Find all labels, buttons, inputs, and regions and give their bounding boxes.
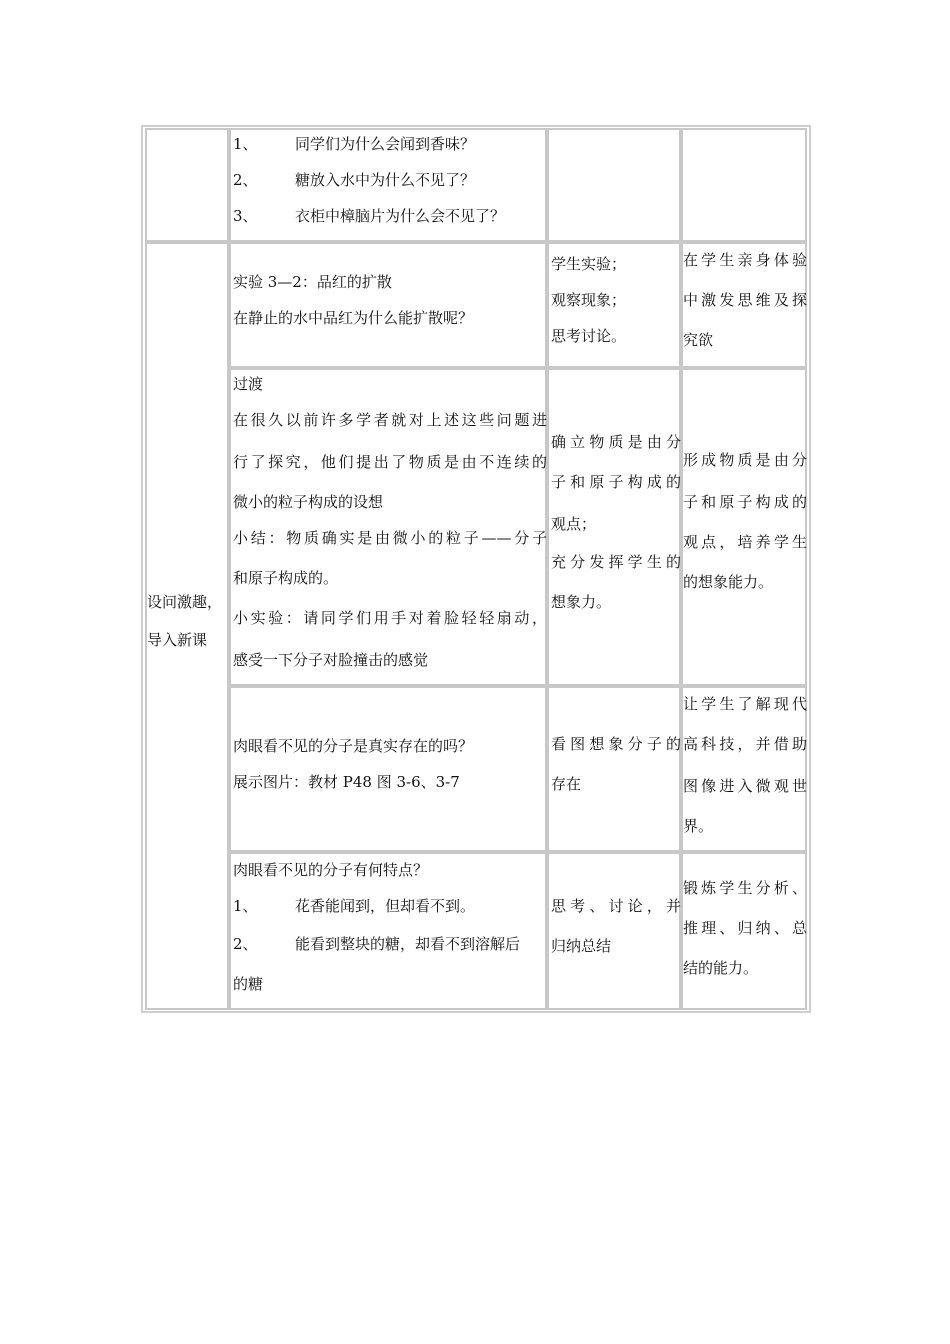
student-activity-line: 看图想象分子的 <box>551 735 681 753</box>
row3-intent-cell <box>681 368 807 686</box>
question-line-1 <box>233 134 475 154</box>
content-line: 小实验：请同学们用手对着脸轻轻扇动， <box>233 609 547 627</box>
student-activity-line: 观点； <box>551 515 597 533</box>
content-line: 和原子构成的。 <box>233 569 339 587</box>
content-line: 展示图片：教材 P48 图 3-6、3-7 <box>233 773 460 791</box>
student-activity-line: 存在 <box>551 775 582 793</box>
content-line: 的糖 <box>233 975 264 993</box>
intent-line: 在学生亲身体验 <box>683 251 807 269</box>
intent-line: 结的能力。 <box>683 959 759 977</box>
intent-line: 界。 <box>683 817 714 835</box>
student-activity-line: 子和原子构成的 <box>551 473 681 491</box>
row5-student-cell <box>547 852 681 1010</box>
student-activity-line: 确立物质是由分 <box>551 433 681 451</box>
row5-intent-cell <box>681 852 807 1010</box>
content-line: 小结：物质确实是由微小的粒子——分子 <box>233 529 547 547</box>
intent-line: 让学生了解现代 <box>683 695 807 713</box>
intent-line: 图像进入微观世 <box>683 777 807 795</box>
content-line: 在很久以前许多学者就对上述这些问题进 <box>233 411 547 429</box>
question-line-3 <box>233 206 505 226</box>
feature-text: 花香能闻到，但却看不到。 <box>295 897 476 915</box>
list-number: 2、 <box>233 171 258 189</box>
content-line: 肉眼看不见的分子是真实存在的吗？ <box>233 737 474 755</box>
feature-line-2 <box>233 934 520 954</box>
list-number: 3、 <box>233 207 258 225</box>
row4-intent-cell <box>681 686 807 852</box>
row1-content-cell <box>229 128 547 242</box>
intent-line: 形成物质是由分 <box>683 451 807 469</box>
row1-student-cell <box>547 128 681 242</box>
student-activity-line: 学生实验； <box>551 255 627 273</box>
student-activity-line: 观察现象； <box>551 291 627 309</box>
section-label-line-1: 设问激趣， <box>147 593 223 611</box>
student-activity-line: 充分发挥学生的 <box>551 553 681 571</box>
content-line: 感受一下分子对脸撞击的感觉 <box>233 651 429 669</box>
question-line-2 <box>233 170 475 190</box>
intent-line: 中激发思维及探 <box>683 291 807 309</box>
list-number: 1、 <box>233 135 258 153</box>
question-text: 同学们为什么会闻到香味？ <box>295 135 476 153</box>
feature-line-1 <box>233 896 475 916</box>
intent-line: 观点，培养学生 <box>683 533 807 551</box>
content-line: 微小的粒子构成的设想 <box>233 493 384 511</box>
student-activity-line: 思考讨论。 <box>551 327 627 345</box>
list-number: 2、 <box>233 935 258 953</box>
intent-line: 的想象能力。 <box>683 573 774 591</box>
experiment-title: 实验 3—2：品红的扩散 <box>233 273 392 291</box>
content-line: 行了探究，他们提出了物质是由不连续的 <box>233 453 547 471</box>
intent-line: 子和原子构成的 <box>683 493 807 511</box>
question-text: 糖放入水中为什么不见了？ <box>295 171 476 189</box>
section-label-cell <box>145 242 229 1010</box>
row2-intent-cell <box>681 242 807 368</box>
row2-content-cell <box>229 242 547 368</box>
intent-line: 锻炼学生分析、 <box>683 879 807 897</box>
feature-text: 能看到整块的糖，却看不到溶解后 <box>295 935 521 953</box>
experiment-question: 在静止的水中品红为什么能扩散呢？ <box>233 309 474 327</box>
student-activity-line: 思考、讨论，并 <box>551 897 681 915</box>
student-activity-line: 归纳总结 <box>551 937 612 955</box>
row3-student-cell <box>547 368 681 686</box>
intent-line: 推理、归纳、总 <box>683 919 807 937</box>
question-text: 衣柜中樟脑片为什么会不见了？ <box>295 207 506 225</box>
section-label-line-2: 导入新课 <box>147 631 208 649</box>
row1-section-cell <box>145 128 229 242</box>
student-activity-line: 想象力。 <box>551 593 612 611</box>
row2-student-cell <box>547 242 681 368</box>
row5-content-cell <box>229 852 547 1010</box>
row1-intent-cell <box>681 128 807 242</box>
row4-student-cell <box>547 686 681 852</box>
content-line: 过渡 <box>233 375 264 393</box>
row4-content-cell <box>229 686 547 852</box>
intent-line: 究欲 <box>683 331 714 349</box>
list-number: 1、 <box>233 897 258 915</box>
intent-line: 高科技，并借助 <box>683 735 807 753</box>
content-line: 肉眼看不见的分子有何特点？ <box>233 861 429 879</box>
row3-content-cell <box>229 368 547 686</box>
